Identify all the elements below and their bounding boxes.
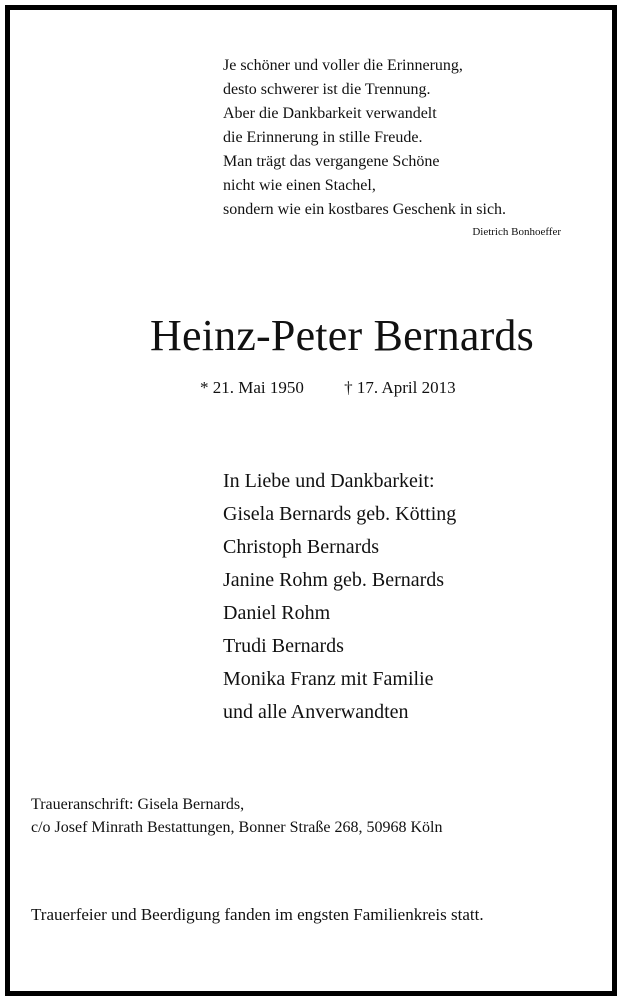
poem-line: Je schöner und voller die Erinnerung, <box>223 57 463 74</box>
mourner-name: Trudi Bernards <box>223 635 344 657</box>
life-dates <box>200 378 456 398</box>
mourners-heading: In Liebe und Dankbarkeit: <box>223 470 435 492</box>
funeral-notice: Trauerfeier und Beerdigung fanden im engsten Familienkreis statt. <box>31 905 484 924</box>
address-line: Traueranschrift: Gisela Bernards, <box>31 796 245 813</box>
poem-line: Man trägt das vergangene Schöne <box>223 153 440 170</box>
mourner-name: Daniel Rohm <box>223 602 331 624</box>
mourner-name: Christoph Bernards <box>223 536 380 558</box>
poem-line: sondern wie ein kostbares Geschenk in sich. <box>223 201 507 218</box>
mourner-name: Gisela Bernards geb. Kötting <box>223 503 457 525</box>
birth-date: * 21. Mai 1950 <box>200 378 304 397</box>
mourner-name: und alle Anverwandten <box>223 701 409 723</box>
poem-line: die Erinnerung in stille Freude. <box>223 129 423 146</box>
address-line: c/o Josef Minrath Bestattungen, Bonner Straße 268, 50968 Köln <box>31 819 443 836</box>
poem <box>223 54 506 222</box>
mourners-list <box>223 465 456 729</box>
poem-line: desto schwerer ist die Trennung. <box>223 81 431 98</box>
mourner-name: Janine Rohm geb. Bernards <box>223 569 445 591</box>
poem-line: nicht wie einen Stachel, <box>223 177 376 194</box>
poem-author: Dietrich Bonhoeffer <box>472 226 561 238</box>
deceased-name: Heinz-Peter Bernards <box>150 311 534 360</box>
mourning-address <box>31 793 443 839</box>
death-date: † 17. April 2013 <box>344 378 456 397</box>
mourner-name: Monika Franz mit Familie <box>223 668 434 690</box>
poem-line: Aber die Dankbarkeit verwandelt <box>223 105 437 122</box>
